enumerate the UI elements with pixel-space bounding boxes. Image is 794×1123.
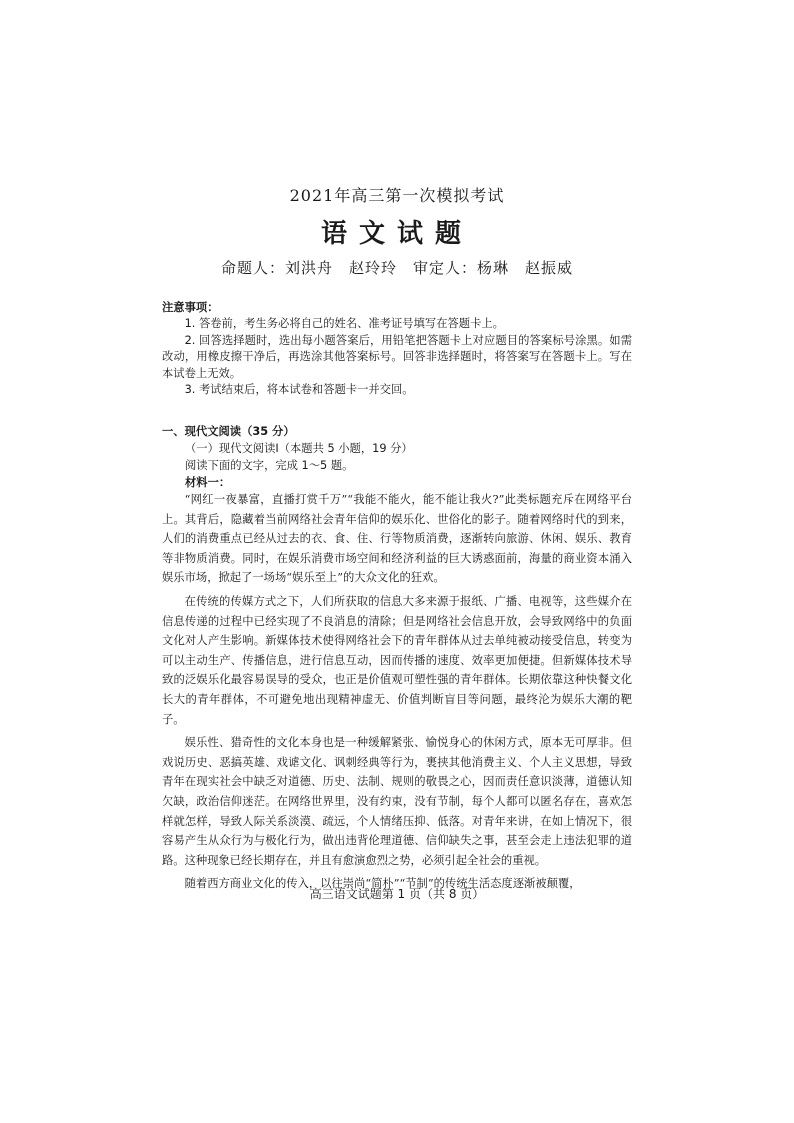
note-item-1: 1. 答卷前，考生务必将自己的姓名、准考证号填写在答题卡上。 xyxy=(184,317,504,331)
subject-title: 语文试题 xyxy=(320,219,473,249)
note-item-3: 3. 考试结束后，将本试卷和答题卡一并交回。 xyxy=(184,383,414,397)
passage-paragraph-4: 随着西方商业文化的传入，以往崇尚“简朴”“节制”的传统生活态度逐渐被颠覆， xyxy=(184,877,581,891)
reading-instruction: 阅读下面的文字，完成 1～5 题。 xyxy=(185,459,354,472)
page-footer: 高三语文试题第 1 页（共 8 页） xyxy=(309,887,485,901)
passage-paragraph-3: 娱乐性、猎奇性的文化本身也是一种缓解紧张、愉悦身心的休闲方式，原本无可厚非。但戏说历史、恶搞英雄、戏谑文化、讽刺经典等行为，裹挟其他消费主义、个人主义思想，导致青年在现实社会中缺乏对道德、历史、法制、规则的敬畏之心，因而责任意识淡薄，道德认知欠缺，政治信仰迷茫。在网络世界里，没有约束，没有节制，每个人都可以匿名存在，喜欢怎样就怎样，导致人际关系淡漠、疏远，个人情绪压抑、低落。对青年来讲，在如上情况下，很容易产生从众行为与极化行为，做出违背伦理道德、信仰缺失之事，甚至会走上违法犯罪的道路。这种现象已经长期存在，并且有愈演愈烈之势，必须引起全社会的重视。 xyxy=(162,736,632,867)
authors-line: 命题人：刘洪舟 赵玲玲 审定人：杨琳 赵振威 xyxy=(220,259,573,277)
passage-text xyxy=(162,490,632,898)
subsection-title: （一）现代文阅读Ⅰ（本题共 5 小题，19 分） xyxy=(185,442,413,455)
exam-title: 2021年高三第一次模拟考试 xyxy=(289,186,505,205)
material-label: 材料一： xyxy=(185,476,231,489)
note-item-2: 2. 回答选择题时，选出每小题答案后，用铅笔把答题卡上对应题目的答案标号涂黑。如需改动，用橡皮擦干净后，再选涂其他答案标号。回答非选择题时，将答案写在答题卡上。写在本试卷上无效。 xyxy=(162,333,632,380)
section-heading: 一、现代文阅读（35 分） xyxy=(162,425,295,438)
passage-paragraph-1: “网红一夜暴富，直播打赏千万”“我能不能火，能不能让我火?”此类标题充斥在网络平台上。其背后，隐藏着当前网络社会青年信仰的娱乐化、世俗化的影子。随着网络时代的到来，人们的消费重点已经从过去的衣、食、住、行等物质消费，逐渐转向旅游、休闲、娱乐、教育等非物质消费。同时，在娱乐消费市场空间和经济利益的巨大诱惑面前，海量的商业资本涌入娱乐市场，掀起了一场场“娱乐至上”的大众文化的狂欢。 xyxy=(162,493,632,585)
exam-notes xyxy=(162,300,632,398)
passage-paragraph-2: 在传统的传媒方式之下，人们所获取的信息大多来源于报纸、广播、电视等，这些媒介在信息传递的过程中已经实现了不良消息的清除；但是网络社会信息开放，会导致网络中的负面文化对人产生影响。新媒体技术使得网络社会下的青年群体从过去单纯被动接受信息，转变为可以主动生产、传播信息，进行信息互动，因而传播的速度、效率更加便捷。但新媒体技术导致的泛娱乐化最容易误导的受众，也正是价值观可塑性强的青年群体。长期依靠这种快餐文化长大的青年群体，不可避免地出现精神虚无、价值判断盲目等问题，最终沦为娱乐大潮的靶子。 xyxy=(162,594,632,726)
subsection-block xyxy=(185,440,635,491)
notes-heading: 注意事项： xyxy=(162,301,219,314)
